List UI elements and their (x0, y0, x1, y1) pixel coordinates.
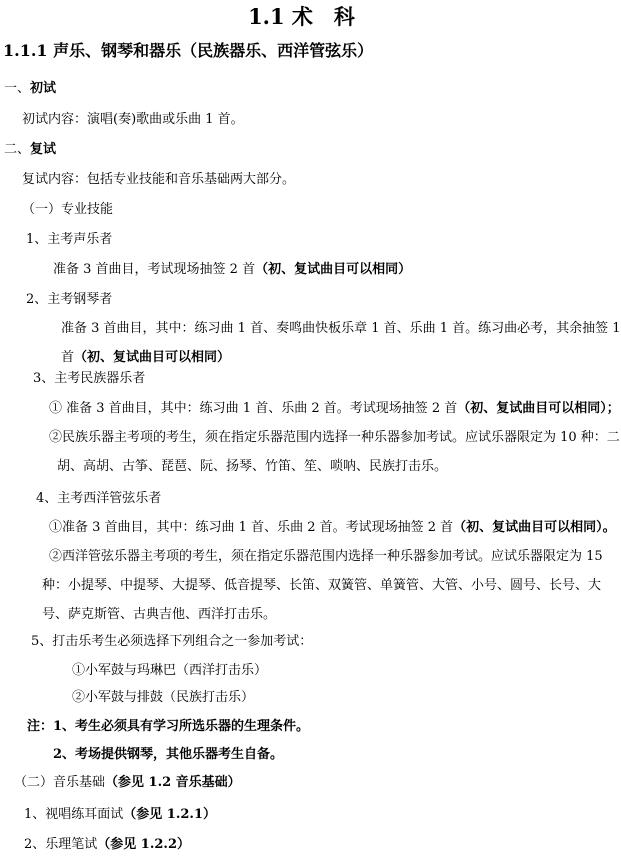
vocal-line1 (53, 261, 411, 279)
percussion-option2: ②小军鼓与排鼓（民族打击乐） (72, 690, 255, 705)
music-theory (24, 836, 190, 854)
heading-text: 复试 (30, 142, 57, 157)
note-1: 注：1、考生必须具有学习所选乐器的生理条件。 (27, 719, 310, 734)
bold-text: （初、复试曲目可以相同） (457, 401, 607, 416)
text: 首 (61, 350, 75, 365)
heading-retest (4, 141, 56, 159)
percussion-option1: ①小军鼓与玛琳巴（西洋打击乐） (72, 663, 268, 678)
bold-text: （参见 1.2.1） (123, 807, 216, 822)
western-line4: 号、萨克斯管、古典吉他、西洋打击乐。 (42, 607, 277, 622)
note-2: 2、考场提供钢琴，其他乐器考生自备。 (53, 747, 284, 762)
text: 2、乐理笔试 (24, 837, 98, 852)
text: 准备 3 首曲目，考试现场抽签 2 首 (53, 262, 256, 277)
bold-text: （初、复试曲目可以相同） (255, 262, 412, 277)
folk-line1 (49, 400, 620, 418)
folk-title: 3、主考民族器乐者 (33, 371, 146, 386)
bold-text: （初、复试曲目可以相同）。 (453, 520, 616, 535)
bold-text: （初、复试曲目可以相同） (74, 350, 231, 365)
heading-number: 二、 (4, 142, 31, 157)
part-music-basics (14, 774, 241, 792)
western-line3: 种：小提琴、中提琴、大提琴、低音提琴、长笛、双簧管、单簧管、大管、小号、圆号、长号、大 (42, 578, 602, 593)
text: ①准备 3 首曲目，其中：练习曲 1 首、乐曲 2 首。考试现场抽签 2 首 (49, 520, 454, 535)
bold-text: ； (606, 401, 620, 416)
preliminary-content: 初试内容：演唱(奏)歌曲或乐曲 1 首。 (22, 112, 244, 127)
heading-text: 初试 (30, 81, 57, 96)
bold-text: （参见 1.2 音乐基础） (105, 775, 241, 790)
text: 1、视唱练耳面试 (24, 807, 124, 822)
section-subtitle: 1.1.1 声乐、钢琴和器乐（民族器乐、西洋管弦乐） (3, 41, 374, 60)
page-title: 1.1 术 科 (248, 4, 355, 29)
retest-content: 复试内容：包括专业技能和音乐基础两大部分。 (22, 172, 296, 187)
text: ① 准备 3 首曲目，其中：练习曲 1 首、乐曲 2 首。考试现场抽签 2 首 (49, 401, 458, 416)
piano-title: 2、主考钢琴者 (26, 292, 113, 307)
heading-number: 一、 (4, 81, 31, 96)
piano-line2 (61, 349, 230, 367)
text: （二）音乐基础 (14, 775, 106, 790)
heading-preliminary (4, 80, 56, 98)
bold-text: （参见 1.2.2） (97, 837, 190, 852)
piano-line1: 准备 3 首曲目，其中：练习曲 1 首、奏鸣曲快板乐章 1 首、乐曲 1 首。练习曲必考，其余抽签 1 (61, 321, 621, 336)
percussion-title: 5、打击乐考生必须选择下列组合之一参加考试： (31, 634, 313, 649)
western-line1 (49, 519, 616, 537)
folk-line2: ②民族乐器主考项的考生，须在指定乐器范围内选择一种乐器参加考试。应试乐器限定为 10 种：二 (49, 430, 620, 445)
folk-line3: 胡、高胡、古筝、琵琶、阮、扬琴、竹笛、笙、唢呐、民族打击乐。 (57, 459, 448, 474)
vocal-title: 1、主考声乐者 (26, 232, 113, 247)
sight-singing (24, 806, 216, 824)
part-skills: （一）专业技能 (22, 202, 114, 217)
western-line2: ②西洋管弦乐器主考项的考生，须在指定乐器范围内选择一种乐器参加考试。应试乐器限定为 15 (49, 549, 603, 564)
western-title: 4、主考西洋管弦乐者 (36, 491, 162, 506)
